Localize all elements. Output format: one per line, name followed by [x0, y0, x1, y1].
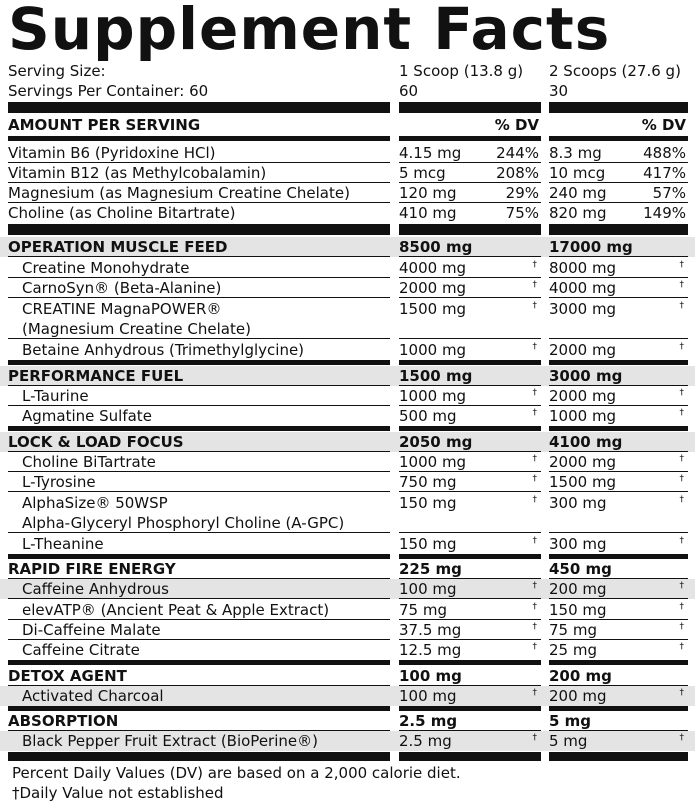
serving-size-label: Serving Size: — [8, 62, 106, 80]
dv-1: 29% — [505, 184, 539, 202]
section-divider — [8, 360, 390, 365]
amount-1: 750 mg — [399, 473, 457, 491]
dagger-mark: † — [679, 733, 684, 743]
blend-amount-1: 2.5 mg — [399, 711, 541, 731]
nutrient-name: Vitamin B12 (as Methylcobalamin) — [8, 163, 390, 183]
ingredient-name-line2: (Magnesium Creatine Chelate) — [22, 320, 251, 338]
dagger-mark: † — [532, 642, 537, 652]
amount-2: 200 mg — [549, 580, 607, 598]
amount-2: 3000 mg — [549, 300, 617, 318]
blend-amount-2: 4100 mg — [549, 432, 688, 452]
amount-1: 4000 mg — [399, 259, 467, 277]
ingredient-row — [0, 278, 695, 298]
section-divider — [399, 360, 541, 365]
blend-header-performance — [0, 366, 695, 386]
amount-2: 300 mg — [549, 535, 607, 553]
ingredient-row — [0, 493, 695, 533]
dagger-mark: † — [532, 536, 537, 546]
thick-divider — [549, 102, 688, 113]
blend-amount-2: 3000 mg — [549, 366, 688, 386]
blend-name: PERFORMANCE FUEL — [8, 366, 390, 386]
dagger-mark: † — [679, 474, 684, 484]
ingredient-name: elevATP® (Ancient Peat & Apple Extract) — [8, 600, 390, 620]
dagger-mark: † — [532, 454, 537, 464]
blend-header-energy — [0, 559, 695, 579]
thick-divider — [399, 224, 541, 235]
amount-1: 410 mg — [399, 204, 457, 222]
amount-2: 8000 mg — [549, 259, 617, 277]
section-divider — [8, 660, 390, 665]
ingredient-name: CREATINE MagnaPOWER® — [22, 300, 222, 318]
amount-1: 150 mg — [399, 494, 457, 512]
nutrient-row — [0, 183, 695, 203]
nutrient-row — [0, 203, 695, 223]
dagger-mark: † — [679, 688, 684, 698]
amount-2: 240 mg — [549, 184, 607, 202]
header-divider — [399, 136, 541, 141]
amount-header-row — [0, 115, 695, 135]
dagger-footnote: †Daily Value not established — [12, 784, 224, 802]
dagger-mark: † — [679, 581, 684, 591]
ingredient-name: Betaine Anhydrous (Trimethylglycine) — [22, 341, 305, 359]
dv-2: 417% — [643, 164, 686, 182]
ingredient-name: L-Taurine — [8, 386, 390, 406]
dagger-mark: † — [679, 602, 684, 612]
amount-1: 100 mg — [399, 580, 457, 598]
thick-divider — [8, 752, 390, 761]
amount-2: 1000 mg — [549, 407, 617, 425]
serving-size-1: 1 Scoop (13.8 g) — [399, 62, 524, 80]
dv-1: 244% — [496, 144, 539, 162]
blend-amount-1: 100 mg — [399, 666, 541, 686]
blend-amount-2: 5 mg — [549, 711, 688, 731]
dagger-mark: † — [532, 733, 537, 743]
ingredient-name: Caffeine Anhydrous — [8, 579, 390, 599]
thick-divider — [399, 752, 541, 761]
ingredient-row — [0, 534, 695, 554]
ingredient-name: Activated Charcoal — [22, 687, 164, 705]
ingredient-name: Creatine Monohydrate — [8, 258, 390, 278]
amount-2: 300 mg — [549, 494, 607, 512]
section-divider — [549, 426, 688, 431]
amount-2: 200 mg — [549, 687, 607, 705]
dagger-mark: † — [679, 342, 684, 352]
section-divider — [399, 426, 541, 431]
dagger-mark: † — [532, 280, 537, 290]
header-divider — [8, 136, 390, 141]
thick-divider — [399, 102, 541, 113]
nutrient-name: Choline (as Choline Bitartrate) — [8, 204, 236, 222]
servings-per-container-2: 30 — [549, 82, 569, 100]
blend-header-absorption — [0, 711, 695, 731]
serving-size-2: 2 Scoops (27.6 g) — [549, 62, 681, 80]
amount-1: 150 mg — [399, 535, 457, 553]
amount-2: 75 mg — [549, 621, 597, 639]
blend-amount-2: 200 mg — [549, 666, 688, 686]
amount-2: 2000 mg — [549, 453, 617, 471]
section-divider — [399, 660, 541, 665]
amount-1: 1000 mg — [399, 387, 467, 405]
amount-1: 1500 mg — [399, 300, 467, 318]
amount-1: 5 mcg — [399, 164, 446, 182]
amount-2: 1500 mg — [549, 473, 617, 491]
dv-1: 75% — [505, 204, 539, 222]
ingredient-row — [0, 640, 695, 660]
amount-1: 1000 mg — [399, 453, 467, 471]
ingredient-name: Caffeine Citrate — [22, 641, 140, 659]
nutrient-row — [0, 143, 695, 163]
amount-1: 100 mg — [399, 687, 457, 705]
ingredient-row — [0, 472, 695, 492]
blend-header-muscle — [0, 237, 695, 257]
dagger-mark: † — [532, 260, 537, 270]
blend-header-detox — [0, 666, 695, 686]
servings-per-container-label: Servings Per Container: 60 — [8, 82, 209, 100]
amount-1: 2.5 mg — [399, 732, 452, 750]
dagger-mark: † — [532, 688, 537, 698]
dagger-mark: † — [679, 388, 684, 398]
ingredient-name: Di-Caffeine Malate — [8, 620, 390, 640]
nutrient-name: Magnesium (as Magnesium Creatine Chelate) — [8, 183, 390, 203]
blend-name: LOCK & LOAD FOCUS — [8, 432, 390, 452]
section-divider — [8, 426, 390, 431]
ingredient-name: L-Tyrosine — [8, 472, 390, 492]
ingredient-row — [0, 731, 695, 751]
amount-2: 2000 mg — [549, 387, 617, 405]
blend-amount-1: 8500 mg — [399, 237, 541, 257]
thick-divider — [549, 752, 688, 761]
ingredient-row — [0, 579, 695, 599]
ingredient-name: Agmatine Sulfate — [22, 407, 152, 425]
amount-2: 820 mg — [549, 204, 607, 222]
ingredient-row — [0, 452, 695, 472]
dv-2: 149% — [643, 204, 686, 222]
blend-amount-1: 1500 mg — [399, 366, 541, 386]
dv-footnote: Percent Daily Values (DV) are based on a 2,000 calorie diet. — [12, 764, 461, 782]
blend-name: OPERATION MUSCLE FEED — [8, 237, 390, 257]
nutrient-name: Vitamin B6 (Pyridoxine HCl) — [8, 143, 390, 163]
ingredient-name-line2: Alpha-Glyceryl Phosphoryl Choline (A-GPC) — [22, 514, 345, 532]
ingredient-name: AlphaSize® 50WSP — [22, 494, 168, 512]
amount-1: 12.5 mg — [399, 641, 462, 659]
blend-name: DETOX AGENT — [8, 666, 390, 686]
ingredient-row — [0, 620, 695, 640]
dagger-mark: † — [532, 301, 537, 311]
dv-1: 208% — [496, 164, 539, 182]
section-divider — [549, 660, 688, 665]
amount-1: 500 mg — [399, 407, 457, 425]
thick-divider — [8, 102, 390, 113]
dv-header-1: % DV — [494, 116, 539, 134]
nutrient-row — [0, 163, 695, 183]
ingredient-name: L-Theanine — [22, 535, 104, 553]
dv-header-2: % DV — [641, 116, 686, 134]
blend-header-focus — [0, 432, 695, 452]
dagger-mark: † — [679, 301, 684, 311]
dagger-mark: † — [679, 454, 684, 464]
blend-amount-2: 450 mg — [549, 559, 688, 579]
dagger-mark: † — [532, 495, 537, 505]
dagger-mark: † — [532, 388, 537, 398]
dagger-mark: † — [532, 408, 537, 418]
dagger-mark: † — [532, 474, 537, 484]
amount-2: 25 mg — [549, 641, 597, 659]
dagger-mark: † — [679, 495, 684, 505]
dagger-mark: † — [679, 408, 684, 418]
ingredient-row — [0, 258, 695, 278]
ingredient-row — [0, 299, 695, 339]
serving-size-row — [0, 61, 695, 81]
dagger-mark: † — [679, 260, 684, 270]
ingredient-row — [0, 406, 695, 426]
amount-2: 8.3 mg — [549, 144, 602, 162]
amount-2: 2000 mg — [549, 341, 617, 359]
blend-amount-2: 17000 mg — [549, 237, 688, 257]
panel-title: Supplement Facts — [8, 0, 611, 63]
dagger-mark: † — [532, 602, 537, 612]
blend-name: RAPID FIRE ENERGY — [8, 559, 390, 579]
ingredient-name: Choline BiTartrate — [8, 452, 390, 472]
header-divider — [549, 136, 688, 141]
thick-divider — [8, 224, 390, 235]
ingredient-name: CarnoSyn® (Beta-Alanine) — [8, 278, 390, 298]
amount-2: 150 mg — [549, 601, 607, 619]
amount-1: 1000 mg — [399, 341, 467, 359]
amount-1: 2000 mg — [399, 279, 467, 297]
thick-divider — [549, 224, 688, 235]
dagger-mark: † — [532, 622, 537, 632]
ingredient-row — [0, 386, 695, 406]
dv-2: 488% — [643, 144, 686, 162]
blend-amount-1: 225 mg — [399, 559, 541, 579]
amount-1: 4.15 mg — [399, 144, 462, 162]
dagger-mark: † — [679, 642, 684, 652]
amount-1: 37.5 mg — [399, 621, 462, 639]
ingredient-name: Black Pepper Fruit Extract (BioPerine®) — [22, 732, 318, 750]
dagger-mark: † — [532, 342, 537, 352]
amount-per-serving-label: AMOUNT PER SERVING — [8, 116, 201, 134]
amount-2: 10 mcg — [549, 164, 606, 182]
servings-per-container-1: 60 — [399, 82, 419, 100]
ingredient-row — [0, 686, 695, 706]
servings-per-container-row — [0, 81, 695, 101]
amount-2: 4000 mg — [549, 279, 617, 297]
blend-amount-1: 2050 mg — [399, 432, 541, 452]
blend-name: ABSORPTION — [8, 711, 390, 731]
dagger-mark: † — [679, 280, 684, 290]
ingredient-row — [0, 340, 695, 360]
amount-1: 120 mg — [399, 184, 457, 202]
dagger-mark: † — [679, 536, 684, 546]
dv-2: 57% — [652, 184, 686, 202]
dagger-mark: † — [679, 622, 684, 632]
ingredient-row — [0, 600, 695, 620]
section-divider — [549, 360, 688, 365]
dagger-mark: † — [532, 581, 537, 591]
amount-1: 75 mg — [399, 601, 447, 619]
amount-2: 5 mg — [549, 732, 588, 750]
